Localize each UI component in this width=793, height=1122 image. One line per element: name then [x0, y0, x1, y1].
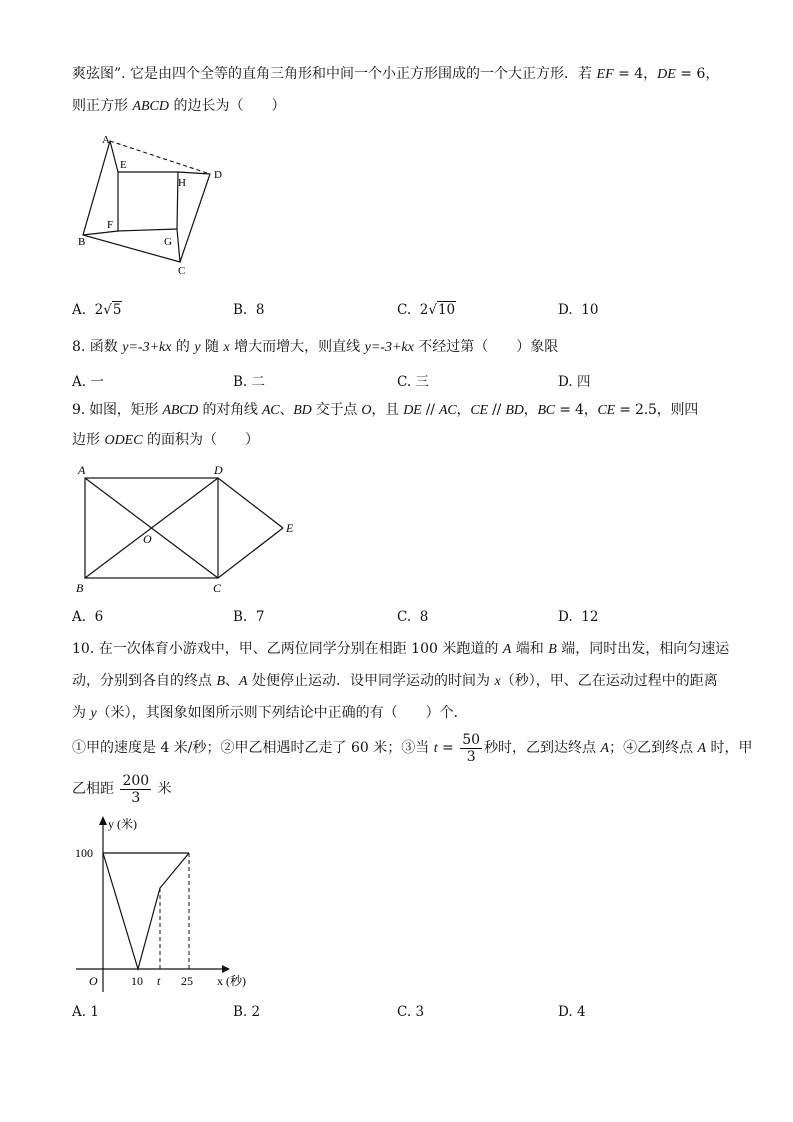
q10-fraction-50-3: [460, 732, 482, 765]
option-value: 四: [576, 374, 591, 390]
q9-text: 、: [279, 402, 294, 418]
q9-option-c[interactable]: [397, 609, 428, 625]
option-letter: C.: [397, 374, 412, 390]
option-value: 2: [419, 302, 429, 318]
option-value: 2: [251, 1004, 261, 1020]
q9-var: DE: [403, 403, 422, 418]
option-letter: B.: [233, 302, 248, 318]
q8-y: y: [194, 340, 201, 355]
q10-option-b[interactable]: [233, 1004, 260, 1020]
option-letter: A.: [72, 302, 87, 318]
q9-var: BD: [505, 403, 524, 418]
q10-x-tick-10: 10: [131, 974, 143, 988]
q7-text: = 6，: [675, 66, 720, 82]
q10-text: 、: [225, 673, 240, 689]
q10-var: A: [600, 741, 610, 756]
q9-var: BC: [537, 403, 555, 418]
q7-ef: EF: [596, 67, 614, 82]
q9-var: AC: [261, 403, 280, 418]
q9-var: ABCD: [162, 403, 199, 418]
option-letter: C.: [397, 1004, 412, 1020]
fraction-numerator: 50: [462, 731, 481, 748]
q7-line-cg: [177, 229, 180, 262]
option-radicand: 10: [437, 302, 456, 318]
q10-stem-line4: [72, 730, 753, 767]
q9-text: 边形: [72, 432, 105, 448]
q10-option-d[interactable]: [558, 1004, 586, 1020]
option-value: 7: [255, 609, 265, 625]
x-axis-arrow-icon: [222, 965, 230, 973]
option-letter: D.: [558, 1004, 573, 1020]
q7-label-e: E: [120, 159, 127, 171]
q10-text: =: [437, 740, 459, 756]
q9-label-o: O: [143, 532, 152, 546]
q7-stem-line1: [72, 64, 719, 85]
option-value: 二: [251, 374, 266, 390]
q10-xlabel: x (秒): [217, 974, 246, 988]
q8-stem: [72, 337, 558, 358]
q10-var: A: [502, 642, 512, 657]
option-value: 6: [94, 609, 104, 625]
option-letter: C.: [397, 302, 412, 318]
option-letter: A.: [72, 1004, 87, 1020]
q7-text: = 4，: [613, 66, 658, 82]
q9-text: 的对角线: [198, 402, 262, 418]
q8-x: x: [223, 340, 230, 355]
q7-label-d: D: [214, 169, 222, 181]
q7-option-c[interactable]: [397, 302, 456, 318]
q7-label-g: G: [164, 236, 172, 248]
q10-text: 端，同时出发，相向匀速运: [556, 641, 730, 657]
q9-label-c: C: [213, 581, 222, 595]
q10-y-tick-100: 100: [75, 846, 93, 860]
q10-option-c[interactable]: [397, 1004, 424, 1020]
option-letter: A.: [72, 374, 87, 390]
q10-text: （秒），甲、乙在运动过程中的距离: [500, 673, 718, 689]
q7-line-ae: [110, 141, 118, 172]
option-value: 3: [415, 1004, 425, 1020]
q9-option-d[interactable]: [558, 609, 598, 625]
q8-line: y=-3+kx: [364, 340, 414, 355]
q8-option-c[interactable]: [397, 370, 429, 390]
q10-var: y: [90, 706, 97, 721]
q10-text: 处便停止运动．设甲同学运动的时间为: [247, 673, 495, 689]
q7-text: 则正方形: [72, 98, 133, 114]
sqrt-icon: √: [428, 302, 437, 318]
q10-text: 为: [72, 705, 91, 721]
q9-text: 的面积为（ ）: [142, 432, 260, 448]
option-letter: D.: [558, 374, 573, 390]
q9-line-ce: [218, 528, 283, 578]
option-value: 8: [255, 302, 265, 318]
q9-var: BD: [293, 403, 312, 418]
q9-text: ，: [523, 402, 538, 418]
option-letter: D.: [558, 302, 573, 318]
q8-text: 增大而增大，则直线: [229, 339, 365, 355]
q10-stem-line5: [72, 771, 172, 807]
q9-line-de: [218, 478, 283, 528]
option-letter: B.: [233, 1004, 248, 1020]
q9-figure: [72, 460, 312, 598]
q8-function: y=-3+kx: [122, 340, 172, 355]
q9-text: 9. 如图，矩形: [72, 402, 163, 418]
q10-ylabel: y (米): [108, 817, 137, 831]
q9-var: AC: [439, 403, 457, 418]
q9-text: //: [421, 402, 440, 418]
q10-text: 米: [153, 781, 172, 797]
q7-figure: [74, 130, 234, 278]
q7-label-b: B: [78, 236, 86, 248]
option-value: 10: [581, 302, 599, 318]
q7-option-d[interactable]: [558, 302, 598, 318]
option-value: 三: [415, 374, 429, 390]
q10-text: 乙相距: [72, 781, 119, 797]
q7-abcd: ABCD: [132, 99, 170, 114]
option-value: 2: [94, 302, 104, 318]
q9-text: ，: [456, 402, 471, 418]
q7-inner-square: [118, 172, 178, 231]
fraction-numerator: 200: [122, 772, 150, 789]
q7-label-c: C: [178, 265, 186, 277]
q10-text: 10. 在一次体育小游戏中，甲、乙两位同学分别在相距 100 米跑道的: [72, 641, 503, 657]
q7-de: DE: [657, 67, 676, 82]
q10-text: 秒时，乙到达终点: [484, 740, 601, 756]
q7-line-bf: [83, 231, 118, 235]
q10-x-tick-t: t: [157, 974, 161, 988]
fraction-denominator: 3: [131, 789, 141, 806]
q7-text: 的边长为（ ）: [169, 98, 286, 114]
option-value: 12: [581, 609, 599, 625]
q10-var: B: [548, 642, 557, 657]
q8-text: 的: [171, 339, 195, 355]
q10-graph: [70, 812, 270, 992]
q9-text: = 4，: [554, 402, 598, 418]
q9-var: CE: [470, 403, 488, 418]
fraction-denominator: 3: [466, 748, 476, 765]
option-value: 4: [576, 1004, 586, 1020]
q7-label-a: A: [102, 134, 110, 146]
option-letter: B.: [233, 609, 248, 625]
option-letter: C.: [397, 609, 412, 625]
q10-origin-label: O: [89, 974, 98, 988]
q10-distance-curve: [103, 853, 189, 969]
q8-option-a[interactable]: [72, 370, 104, 390]
option-value: 1: [90, 1004, 99, 1020]
q8-text: 随: [200, 339, 224, 355]
q9-label-d: D: [214, 463, 223, 477]
q10-var: B: [216, 674, 226, 689]
q8-text: 8. 函数: [72, 339, 123, 355]
q9-option-a[interactable]: [72, 609, 103, 625]
q9-option-b[interactable]: [233, 609, 264, 625]
q10-x-tick-25: 25: [181, 974, 193, 988]
q7-label-f: F: [107, 219, 114, 231]
q9-var: O: [361, 403, 372, 418]
q10-var: A: [697, 741, 707, 756]
q10-text: 时，甲: [706, 740, 753, 756]
q7-outer-square: [83, 141, 210, 262]
q10-stem-line1: [72, 639, 729, 660]
q10-var: t: [433, 741, 438, 756]
q10-var: x: [494, 674, 501, 689]
option-letter: B.: [233, 374, 248, 390]
q10-text: ①甲的速度是 4 米/秒；②甲乙相遇时乙走了 60 米；③当: [72, 740, 434, 756]
q9-var: CE: [597, 403, 615, 418]
q9-label-a: A: [78, 463, 86, 477]
q9-label-e: E: [286, 521, 294, 535]
q10-fraction-200-3: [120, 773, 151, 806]
q10-stem-line3: [72, 703, 468, 724]
option-letter: A.: [72, 609, 87, 625]
q9-text: //: [487, 402, 506, 418]
q8-text: 不经过第（ ）象限: [413, 339, 559, 355]
q10-option-a[interactable]: [72, 1004, 99, 1020]
q9-text: 交于点: [311, 402, 362, 418]
q8-option-d[interactable]: [558, 370, 590, 390]
q10-text: 动，分别到各自的终点: [72, 673, 217, 689]
q9-label-b: B: [76, 581, 84, 595]
option-letter: D.: [558, 609, 573, 625]
q10-text: 端和: [511, 641, 549, 657]
q10-var: A: [239, 674, 248, 689]
q7-option-a[interactable]: [72, 302, 122, 318]
q9-stem-line2: [72, 430, 259, 451]
q10-stem-line2: [72, 671, 718, 692]
sqrt-icon: √: [103, 302, 112, 318]
q7-stem-line2: [72, 96, 285, 117]
option-radicand: 5: [112, 302, 122, 318]
option-value: 8: [419, 609, 429, 625]
y-axis-arrow-icon: [99, 816, 107, 825]
q8-option-b[interactable]: [233, 370, 265, 390]
option-value: 一: [90, 374, 104, 390]
q7-option-b[interactable]: [233, 302, 264, 318]
q9-text: = 2.5，则四: [615, 402, 699, 418]
q9-var: ODEC: [104, 433, 143, 448]
q10-text: （米），其图象如图所示则下列结论中正确的有（ ）个．: [96, 705, 468, 721]
q10-text: ；④乙到终点: [609, 740, 698, 756]
q9-text: ，且: [371, 402, 404, 418]
q9-stem-line1: [72, 400, 698, 421]
q7-label-h: H: [178, 177, 186, 189]
q7-text: 爽弦图”. 它是由四个全等的直角三角形和中间一个小正方形围成的一个大正方形．若: [72, 66, 597, 82]
